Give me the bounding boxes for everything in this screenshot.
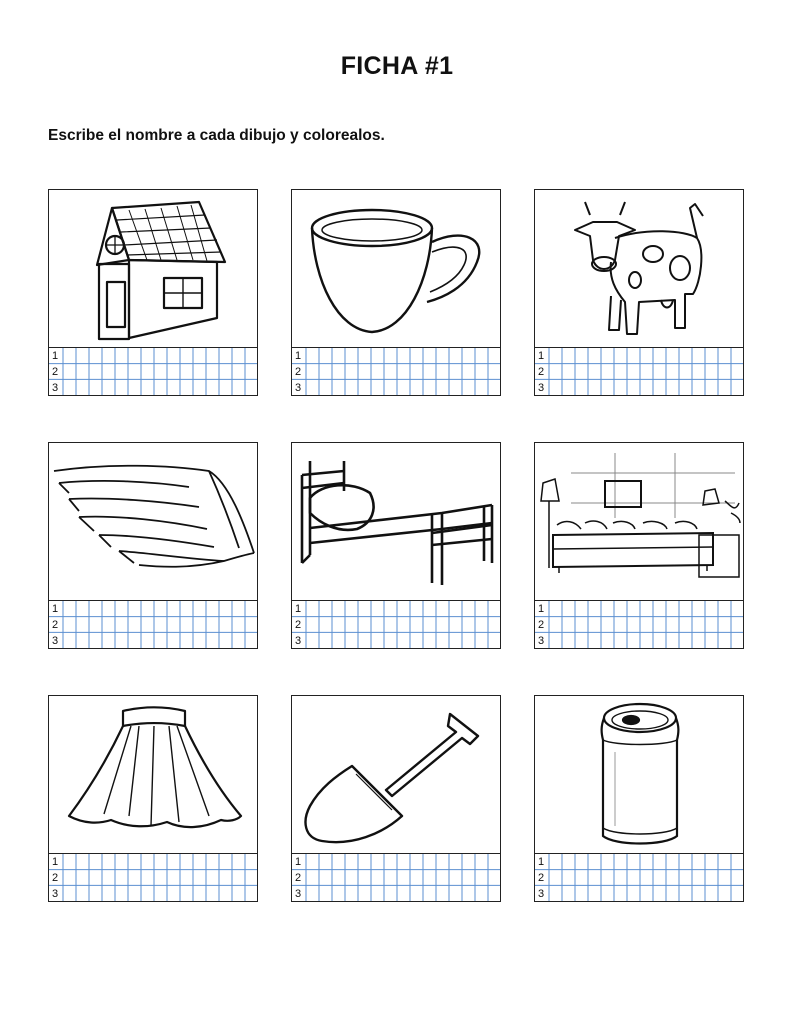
row-number: 1	[295, 350, 302, 362]
writing-grid[interactable]	[535, 600, 743, 648]
row-number: 1	[538, 603, 545, 615]
card-shovel	[291, 695, 501, 902]
card-living-room	[534, 442, 744, 649]
writing-grid[interactable]	[292, 853, 500, 901]
row-number: 1	[295, 856, 302, 868]
writing-grid[interactable]	[49, 347, 257, 395]
row-number: 3	[538, 382, 545, 394]
card-bed	[291, 442, 501, 649]
row-number: 2	[295, 619, 302, 631]
row-number: 2	[295, 872, 302, 884]
row-number: 3	[52, 635, 59, 647]
shovel-icon	[292, 696, 500, 853]
row-number: 1	[52, 603, 59, 615]
bed-icon	[292, 443, 500, 600]
row-number: 1	[52, 856, 59, 868]
writing-grid[interactable]	[49, 853, 257, 901]
row-number: 3	[295, 888, 302, 900]
house-icon	[49, 190, 257, 347]
row-number: 2	[538, 872, 545, 884]
writing-grid[interactable]	[535, 853, 743, 901]
writing-grid[interactable]	[292, 600, 500, 648]
row-number: 3	[538, 635, 545, 647]
skirt-icon	[49, 696, 257, 853]
card-cup	[291, 189, 501, 396]
card-wing	[48, 442, 258, 649]
worksheet-instruction: Escribe el nombre a cada dibujo y colorealos.	[48, 127, 385, 144]
row-number: 2	[538, 366, 545, 378]
row-number: 3	[52, 888, 59, 900]
worksheet-title: FICHA #1	[340, 52, 454, 80]
row-number: 1	[52, 350, 59, 362]
row-number: 3	[52, 382, 59, 394]
row-number: 3	[295, 382, 302, 394]
card-house	[48, 189, 258, 396]
row-number: 1	[295, 603, 302, 615]
soda-can-icon	[535, 696, 743, 853]
row-number: 2	[538, 619, 545, 631]
writing-grid[interactable]	[535, 347, 743, 395]
row-number: 3	[295, 635, 302, 647]
row-number: 2	[295, 366, 302, 378]
cup-icon	[292, 190, 500, 347]
row-number: 2	[52, 366, 59, 378]
row-number: 1	[538, 856, 545, 868]
wing-icon	[49, 443, 257, 600]
card-soda-can	[534, 695, 744, 902]
row-number: 3	[538, 888, 545, 900]
card-skirt	[48, 695, 258, 902]
cow-icon	[535, 190, 743, 347]
writing-grid[interactable]	[292, 347, 500, 395]
row-number: 2	[52, 872, 59, 884]
card-cow	[534, 189, 744, 396]
row-number: 1	[538, 350, 545, 362]
row-number: 2	[52, 619, 59, 631]
living-room-icon	[535, 443, 743, 600]
writing-grid[interactable]	[49, 600, 257, 648]
